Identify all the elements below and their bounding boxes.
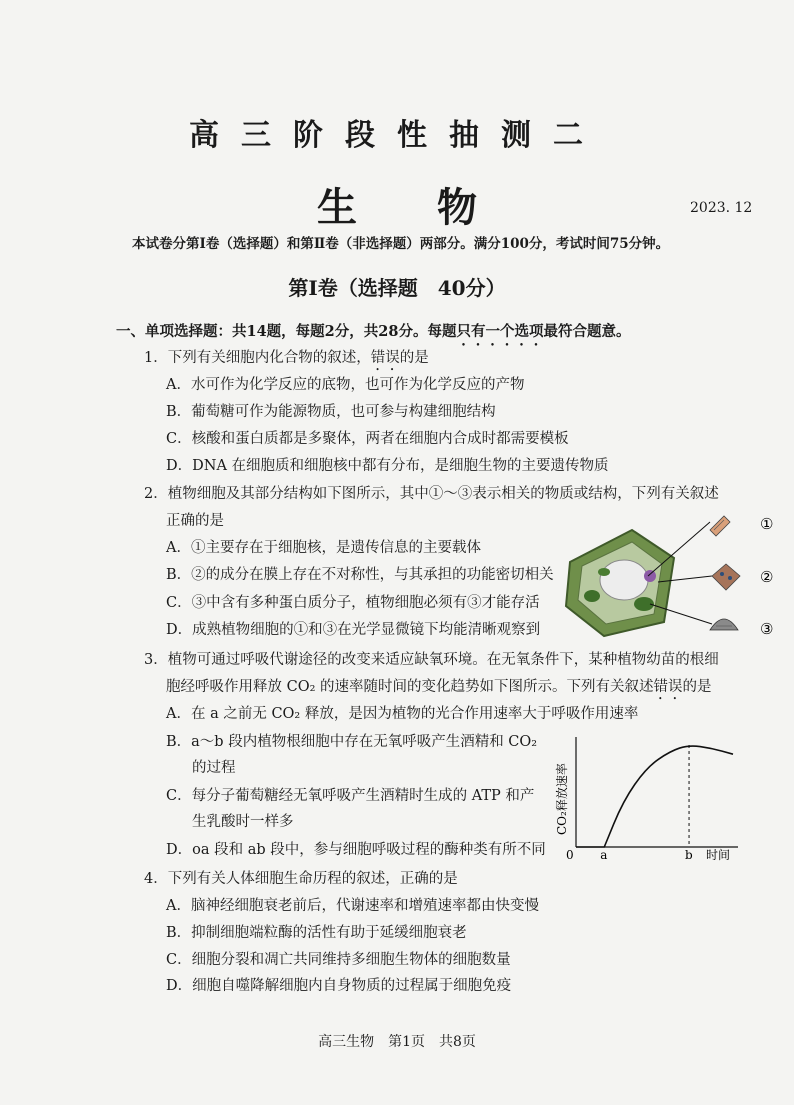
- chart-marks: [576, 745, 733, 862]
- section-title: 第Ⅰ卷（选择题 40分）: [288, 276, 506, 300]
- origin-label: 0: [566, 848, 574, 862]
- page-footer: 高三生物 第1页 共8页: [318, 1034, 476, 1050]
- q3-stem-end: 的是: [682, 679, 712, 695]
- q2-option-a: A．①主要存在于细胞核，是遗传信息的主要载体: [166, 540, 481, 556]
- organelle-icon: [710, 619, 738, 630]
- q4-option-a: A．脑神经细胞衰老前后，代谢速率和增殖速率都由快变慢: [166, 898, 539, 914]
- q3-option-c-line1: C．每分子葡萄糖经无氧呼吸产生酒精时生成的 ATP 和产: [166, 788, 535, 804]
- q1-option-b: B．葡萄糖可作为能源物质，也可参与构建细胞结构: [166, 404, 496, 420]
- tick-label-a: a: [600, 848, 608, 862]
- tick-label-b: b: [685, 848, 693, 862]
- exam-note: 本试卷分第Ⅰ卷（选择题）和第Ⅱ卷（非选择题）两部分。满分100分，考试时间75分钟。: [132, 236, 670, 252]
- plant-cell-illustration: [566, 530, 674, 636]
- q3-option-b-line2: 的过程: [192, 760, 236, 776]
- q1-option-a: A．水可作为化学反应的底物，也可作为化学反应的产物: [166, 377, 525, 393]
- chromosome-icon: [710, 516, 730, 536]
- plant-cell-figure: [560, 510, 782, 645]
- q3-emphasis: 错误: [653, 679, 683, 695]
- q1-stem-end: 的是: [399, 350, 429, 366]
- q2-option-b: B．②的成分在膜上存在不对称性，与其承担的功能密切相关: [166, 567, 554, 583]
- q2-option-d: D．成熟植物细胞的①和③在光学显微镜下均能清晰观察到: [166, 622, 541, 638]
- q4-option-b: B．抑制细胞端粒酶的活性有助于延缓细胞衰老: [166, 925, 467, 941]
- q1-emphasis: 错误: [370, 350, 400, 366]
- x-axis-label: 时间: [706, 848, 731, 862]
- label-1: ①: [760, 515, 774, 533]
- label-2: ②: [760, 568, 774, 586]
- heading-text-end: 最符合题意。: [543, 323, 631, 340]
- q2-stem-line1: 2．植物细胞及其部分结构如下图所示，其中①～③表示相关的物质或结构，下列有关叙述: [144, 486, 719, 502]
- membrane-icon: [712, 564, 740, 590]
- q3-option-b-line1: B．a～b 段内植物根细胞中存在无氧呼吸产生酒精和 CO₂: [166, 734, 538, 750]
- q3-option-a: A．在 a 之前无 CO₂ 释放，是因为植物的光合作用速率大于呼吸作用速率: [166, 706, 639, 722]
- q1-option-c: C．核酸和蛋白质都是多聚体，两者在细胞内合成时都需要模板: [166, 431, 569, 447]
- q4-option-d: D．细胞自噬降解细胞内自身物质的过程属于细胞免疫: [166, 978, 512, 994]
- q3-option-c-line2: 生乳酸时一样多: [192, 814, 294, 830]
- q1-stem: [144, 348, 429, 374]
- co2-curve: [576, 746, 733, 847]
- q3-stem-line2: [166, 677, 712, 703]
- co2-rate-chart: [548, 735, 748, 870]
- q4-stem: 4．下列有关人体细胞生命历程的叙述，正确的是: [144, 871, 458, 887]
- q3-stem-text: 胞经呼吸作用释放 CO₂ 的速率随时间的变化趋势如下图所示。下列有关叙述: [166, 679, 654, 695]
- exam-title: 高三阶段性抽测二: [189, 118, 605, 153]
- part1-heading: [116, 322, 630, 349]
- q1-stem-text: 1．下列有关细胞内化合物的叙述，: [144, 350, 371, 366]
- heading-text: 一、单项选择题：共14题，每题2分，共28分。每题: [116, 323, 457, 340]
- exam-date: 2023. 12: [690, 200, 753, 216]
- q1-option-d: D．DNA 在细胞质和细胞核中都有分布，是细胞生物的主要遗传物质: [166, 458, 609, 474]
- label-3: ③: [760, 620, 774, 638]
- heading-emphasis: 只有一个选项: [456, 323, 544, 340]
- y-axis-label: CO₂释放速率: [555, 763, 569, 835]
- q3-option-d: D．oa 段和 ab 段中，参与细胞呼吸过程的酶种类有所不同: [166, 842, 546, 858]
- q4-option-c: C．细胞分裂和凋亡共同维持多细胞生物体的细胞数量: [166, 952, 511, 968]
- q2-stem-line2: 正确的是: [166, 513, 224, 529]
- q2-option-c: C．③中含有多种蛋白质分子，植物细胞必须有③才能存活: [166, 595, 540, 611]
- subject-title: 生物: [317, 184, 557, 231]
- q3-stem-line1: 3．植物可通过呼吸代谢途径的改变来适应缺氧环境。在无氧条件下，某种植物幼苗的根细: [144, 652, 719, 668]
